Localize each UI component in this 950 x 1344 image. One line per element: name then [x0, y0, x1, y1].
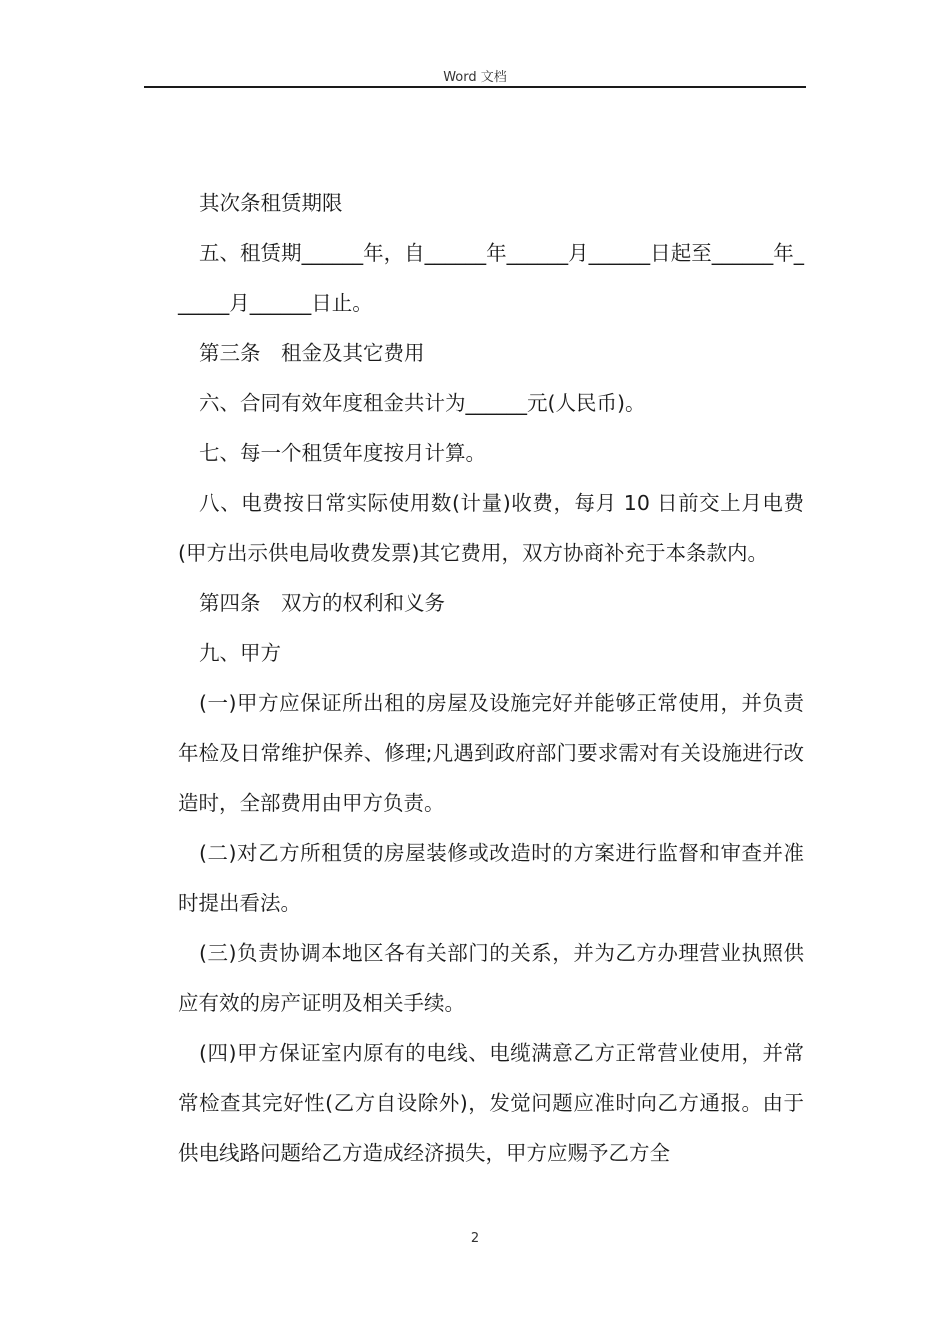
- paragraph-article-3-heading: 第三条 租金及其它费用: [199, 341, 425, 365]
- paragraph-item-4: (四)甲方保证室内原有的电线、电缆满意乙方正常营业使用，并常常检查其完好性(乙方自设除外)，发觉问题应准时向乙方通报。由于供电线路问题给乙方造成经济损失，甲方应赐予乙方全: [178, 1041, 804, 1165]
- paragraph-item-3: (三)负责协调本地区各有关部门的关系，并为乙方办理营业执照供应有效的房产证明及相关手续。: [178, 941, 804, 1015]
- header-rule: [144, 86, 806, 88]
- paragraph-article-4-heading: 第四条 双方的权利和义务: [199, 591, 445, 615]
- paragraph-clause-8: 八、电费按日常实际使用数(计量)收费，每月 10 日前交上月电费(甲方出示供电局收费发票)其它费用，双方协商补充于本条款内。: [178, 491, 804, 565]
- page-number: 2: [470, 1231, 480, 1246]
- paragraph-clause-9: 九、甲方: [199, 641, 281, 665]
- paragraph-clause-7: 七、每一个租赁年度按月计算。: [199, 441, 486, 465]
- paragraph-item-1: (一)甲方应保证所出租的房屋及设施完好并能够正常使用，并负责年检及日常维护保养、修理;凡遇到政府部门要求需对有关设施进行改造时，全部费用由甲方负责。: [178, 691, 804, 815]
- header-label: Word 文档: [443, 70, 507, 85]
- paragraph-clause-5: 五、租赁期______年，自______年______月______日起至______年______月______日止。: [178, 241, 804, 315]
- paragraph-clause-6: 六、合同有效年度租金共计为______元(人民币)。: [199, 391, 646, 415]
- paragraph-article-2-heading: 其次条租赁期限: [199, 191, 343, 215]
- paragraph-item-2: (二)对乙方所租赁的房屋装修或改造时的方案进行监督和审查并准时提出看法。: [178, 841, 804, 915]
- document-body: [178, 178, 804, 1178]
